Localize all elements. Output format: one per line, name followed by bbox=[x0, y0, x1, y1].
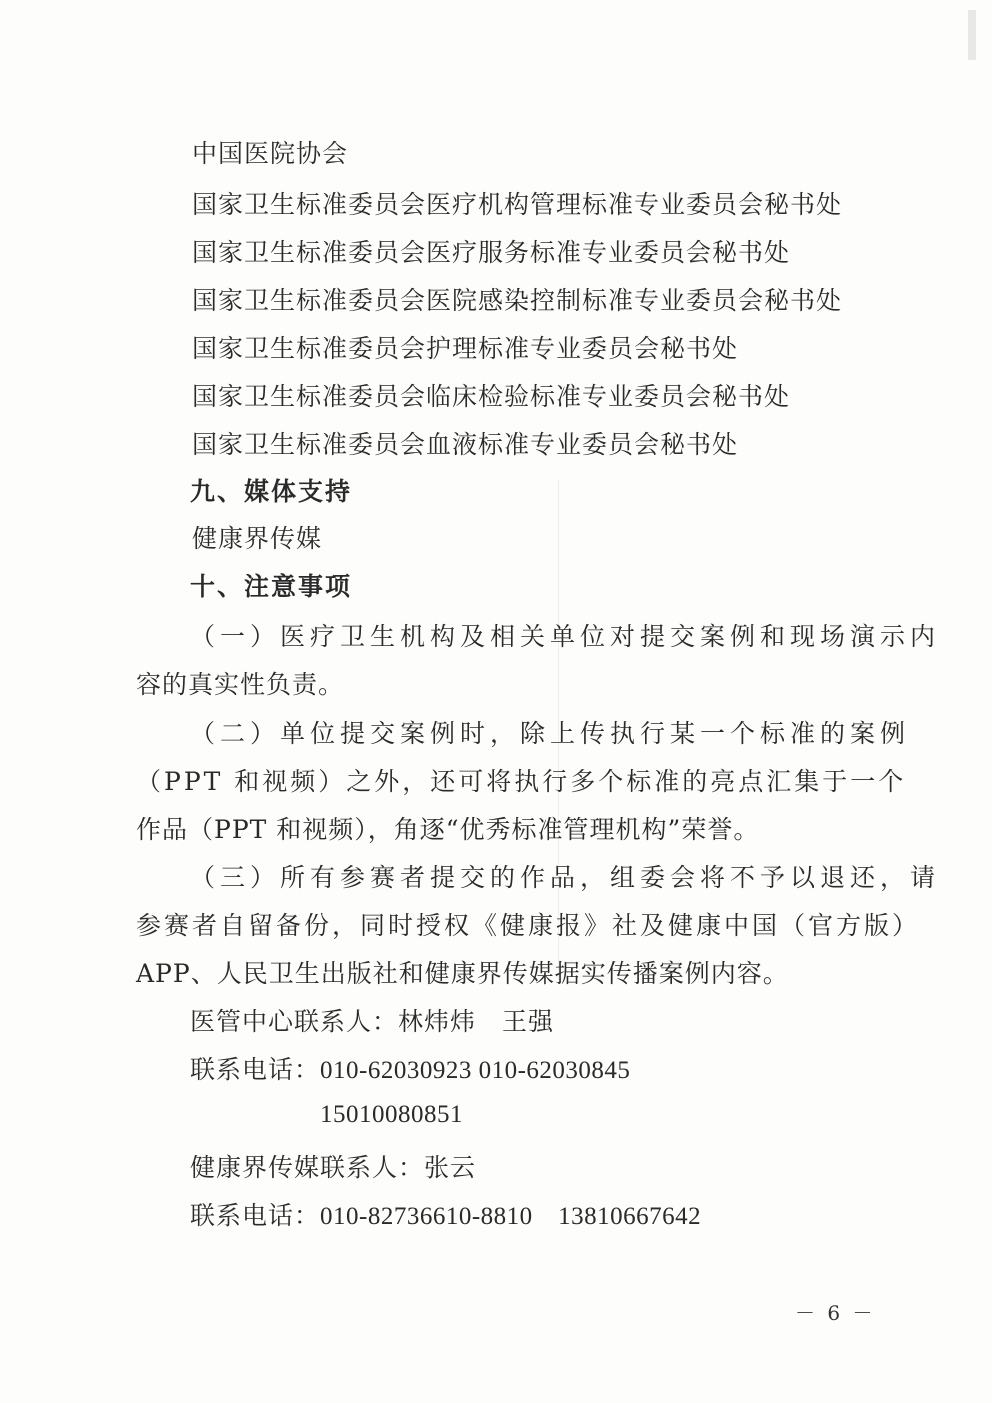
organizer-line-4: 国家卫生标准委员会医院感染控制标准专业委员会秘书处 bbox=[192, 286, 843, 315]
center-contact-line bbox=[190, 1007, 554, 1037]
media-phone-line bbox=[190, 1201, 701, 1232]
center-phone-label: 联系电话： bbox=[190, 1055, 321, 1084]
organizer-line-3: 国家卫生标准委员会医疗服务标准专业委员会秘书处 bbox=[192, 238, 791, 267]
section-9-heading: 九、媒体支持 bbox=[190, 477, 353, 506]
media-phone-label: 联系电话： bbox=[190, 1201, 321, 1230]
notice-3-line-2: 参赛者自留备份，同时授权《健康报》社及健康中国（官方版） bbox=[136, 911, 921, 940]
center-phone-numbers: 010-62030923 010-62030845 bbox=[320, 1057, 631, 1084]
center-phone-line bbox=[190, 1055, 630, 1086]
center-contact-names: 林炜炜 王强 bbox=[398, 1007, 555, 1036]
notice-1-line-2: 容的真实性负责。 bbox=[136, 670, 345, 699]
notice-2-line-2: （PPT 和视频）之外，还可将执行多个标准的亮点汇集于一个 bbox=[136, 767, 907, 796]
center-contact-label: 医管中心联系人： bbox=[190, 1007, 399, 1036]
media-contact-name: 张云 bbox=[424, 1153, 477, 1182]
scan-edge-mark bbox=[968, 10, 976, 60]
notice-2-line-1: （二）单位提交案例时，除上传执行某一个标准的案例 bbox=[190, 719, 911, 748]
organizer-line-7: 国家卫生标准委员会血液标准专业委员会秘书处 bbox=[192, 430, 739, 459]
media-phone-numbers: 010-82736610-8810 13810667642 bbox=[320, 1203, 702, 1230]
notice-1-line-1: （一）医疗卫生机构及相关单位对提交案例和现场演示内 bbox=[190, 622, 941, 651]
organizer-line-1: 中国医院协会 bbox=[192, 139, 349, 168]
notice-3-line-3: APP、人民卫生出版社和健康界传媒据实传播案例内容。 bbox=[136, 959, 789, 988]
section-9-content: 健康界传媒 bbox=[192, 524, 323, 553]
media-contact-label: 健康界传媒联系人： bbox=[190, 1153, 425, 1182]
organizer-line-2: 国家卫生标准委员会医疗机构管理标准专业委员会秘书处 bbox=[192, 190, 843, 219]
notice-3-line-1: （三）所有参赛者提交的作品，组委会将不予以退还，请 bbox=[190, 863, 941, 892]
section-10-heading: 十、注意事项 bbox=[190, 572, 353, 601]
media-contact-line bbox=[190, 1153, 476, 1183]
notice-2-line-3: 作品（PPT 和视频），角逐“优秀标准管理机构”荣誉。 bbox=[136, 815, 760, 844]
center-mobile: 15010080851 bbox=[320, 1101, 463, 1128]
organizer-line-6: 国家卫生标准委员会临床检验标准专业委员会秘书处 bbox=[192, 382, 791, 411]
page-number: － 6 － bbox=[795, 1301, 876, 1325]
organizer-line-5: 国家卫生标准委员会护理标准专业委员会秘书处 bbox=[192, 334, 739, 363]
